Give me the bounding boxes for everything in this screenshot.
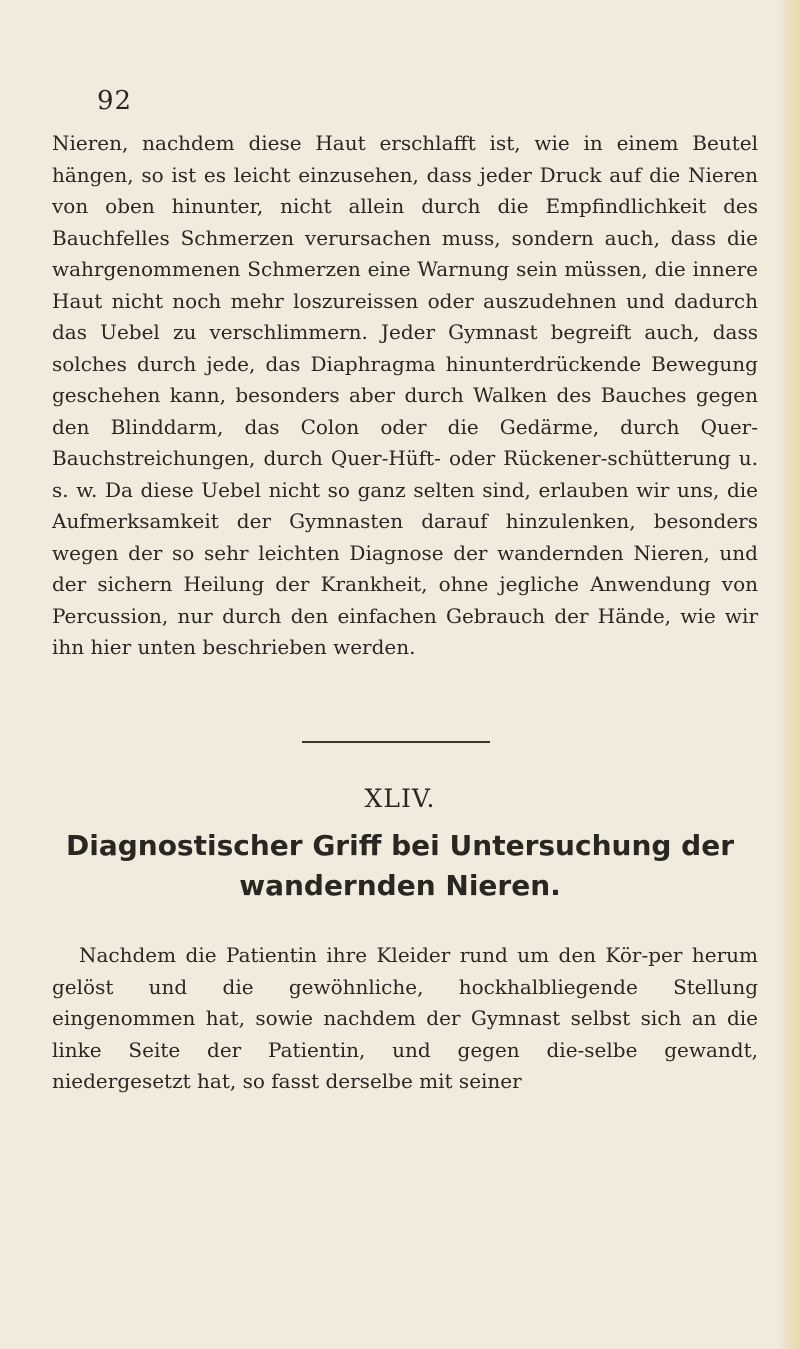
chapter-title	[0, 826, 800, 906]
section-separator-rule	[302, 741, 490, 743]
page-edge-shading	[778, 0, 800, 1349]
page-number: 92	[97, 86, 133, 116]
chapter-title-line-2: wandernden Nieren.	[239, 869, 561, 902]
body-paragraph-1: Nieren, nachdem diese Haut erschlafft ist, wie in einem Beutel hängen, so ist es leicht einzusehen, dass jeder Druck auf die Nieren von oben hinunter, nicht allein durch die Empfindlichkeit des Bauchfelles Schmerzen verursachen muss, sondern auch, dass die wahrgenommenen Schmerzen eine Warnung sein müssen, die innere Haut nicht noch mehr loszureissen oder auszudehnen und dadurch das Uebel zu verschlimmern. Jeder Gymnast begreift auch, dass solches durch jede, das Diaphragma hinunterdrückende Bewegung geschehen kann, besonders aber durch Walken des Bauches gegen den Blinddarm, das Colon oder die Gedärme, durch Quer-Bauchstreichungen, durch Quer-Hüft- oder Rückener-schütterung u. s. w. Da diese Uebel nicht so ganz selten sind, erlauben wir uns, die Aufmerksamkeit der Gymnasten darauf hinzulenken, besonders wegen der so sehr leichten Diagnose der wandernden Nieren, und der sichern Heilung der Krankheit, ohne jegliche Anwendung von Percussion, nur durch den einfachen Gebrauch der Hände, wie wir ihn hier unten beschrieben werden.	[52, 131, 758, 659]
body-paragraph-2: Nachdem die Patientin ihre Kleider rund um den Kör-per herum gelöst und die gewöhnliche, hockhalbliegende Stellung eingenommen hat, sowie nachdem der Gymnast selbst sich an die linke Seite der Patientin, und gegen die-selbe gewandt, niedergesetzt hat, so fasst derselbe mit seiner	[52, 943, 758, 1093]
chapter-title-line-1: Diagnostischer Griff bei Untersuchung der	[65, 829, 735, 862]
chapter-numeral: XLIV.	[364, 784, 436, 813]
